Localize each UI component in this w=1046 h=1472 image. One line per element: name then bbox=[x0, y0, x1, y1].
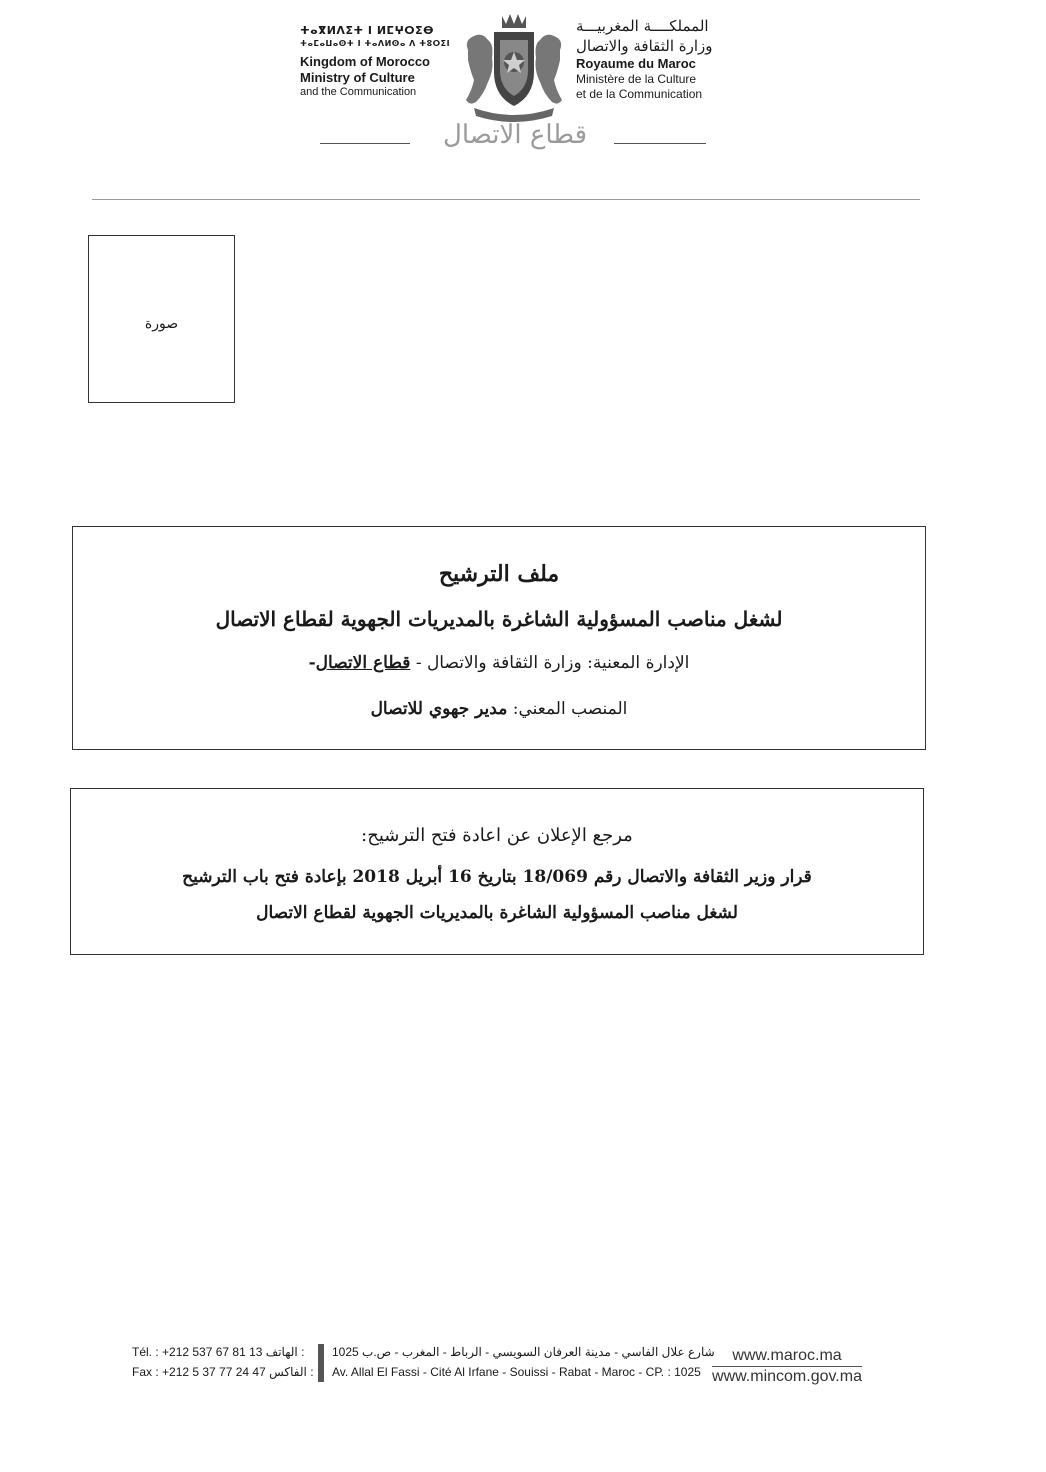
footer-fax: Fax : +212 5 37 77 24 47 bbox=[132, 1365, 266, 1379]
letterhead-left bbox=[300, 24, 450, 99]
footer-divider bbox=[318, 1344, 324, 1382]
photo-label: صورة bbox=[144, 316, 179, 332]
post-label: المنصب المعني: bbox=[512, 699, 628, 719]
en-communication: and the Communication bbox=[300, 86, 417, 98]
footer-address-fr: Av. Allal El Fassi - Cité Al Irfane - Souissi - Rabat - Maroc - CP. : 1025 bbox=[332, 1365, 701, 1379]
administration-line bbox=[73, 653, 925, 673]
footer-tel-ar: الهاتف : bbox=[265, 1345, 305, 1359]
letterhead-right bbox=[576, 16, 736, 102]
candidacy-subtitle: لشغل مناصب المسؤولية الشاغرة بالمديريات الجهوية لقطاع الاتصال bbox=[215, 607, 783, 631]
administration-label: الإدارة المعنية: bbox=[587, 653, 690, 673]
header-rule bbox=[92, 199, 920, 200]
photo-box bbox=[88, 235, 235, 403]
en-ministry: Ministry of Culture bbox=[300, 70, 415, 85]
fr-communication: et de la Communication bbox=[576, 87, 703, 101]
candidacy-box bbox=[72, 526, 926, 750]
fr-kingdom: Royaume du Maroc bbox=[576, 56, 696, 71]
footer-tel: Tél. : +212 537 67 81 13 bbox=[132, 1345, 263, 1359]
website-link-maroc[interactable]: www.maroc.ma bbox=[712, 1346, 861, 1367]
sector-label: قطاع الاتصال bbox=[442, 120, 588, 150]
tifinagh-kingdom: ⵜⴰⴳⵍⴷⵉⵜ ⵏ ⵍⵎⵖⵔⵉⴱ bbox=[300, 24, 435, 37]
candidacy-title: ملف الترشيح bbox=[438, 561, 560, 587]
administration-value: وزارة الثقافة والاتصال - bbox=[415, 653, 582, 673]
footer-fax-ar: الفاكس : bbox=[269, 1365, 314, 1379]
footer-address bbox=[332, 1342, 715, 1382]
ar-kingdom: المملكــــة المغربيـــة bbox=[576, 17, 709, 35]
reference-line-1: قرار وزير الثقافة والاتصال رقم 18/069 بتاريخ 16 أبريل 2018 بإعادة فتح باب الترشيح bbox=[182, 867, 812, 887]
ar-ministry: وزارة الثقافة والاتصال bbox=[576, 37, 713, 55]
website-link-mincom[interactable]: www.mincom.gov.ma bbox=[712, 1368, 862, 1385]
fr-ministry: Ministère de la Culture bbox=[576, 72, 697, 86]
en-kingdom: Kingdom of Morocco bbox=[300, 54, 430, 69]
post-line bbox=[73, 699, 925, 719]
reference-box bbox=[70, 788, 924, 955]
footer-address-ar: شارع علال الفاسي - مدينة العرفان السويسي - الرباط - المغرب - ص.ب 1025 bbox=[332, 1345, 715, 1359]
post-value: مدير جهوي للاتصال bbox=[370, 699, 508, 719]
sector-divider-left bbox=[320, 143, 410, 144]
administration-sector: قطاع الاتصال bbox=[315, 653, 411, 673]
footer-websites bbox=[712, 1346, 862, 1387]
reference-heading: مرجع الإعلان عن اعادة فتح الترشيح: bbox=[361, 825, 633, 846]
sector-divider-right bbox=[614, 143, 706, 144]
coat-of-arms-icon bbox=[454, 10, 574, 122]
tifinagh-ministry: ⵜⴰⵎⴰⵡⴰⵙⵜ ⵏ ⵜⴰⴷⵍⵙⴰ ⴷ ⵜⵓⵔⵉⵏ bbox=[300, 39, 451, 48]
administration-dash: - bbox=[308, 653, 316, 673]
reference-line-2: لشغل مناصب المسؤولية الشاغرة بالمديريات الجهوية لقطاع الاتصال bbox=[256, 903, 738, 923]
footer-contacts bbox=[132, 1342, 314, 1382]
